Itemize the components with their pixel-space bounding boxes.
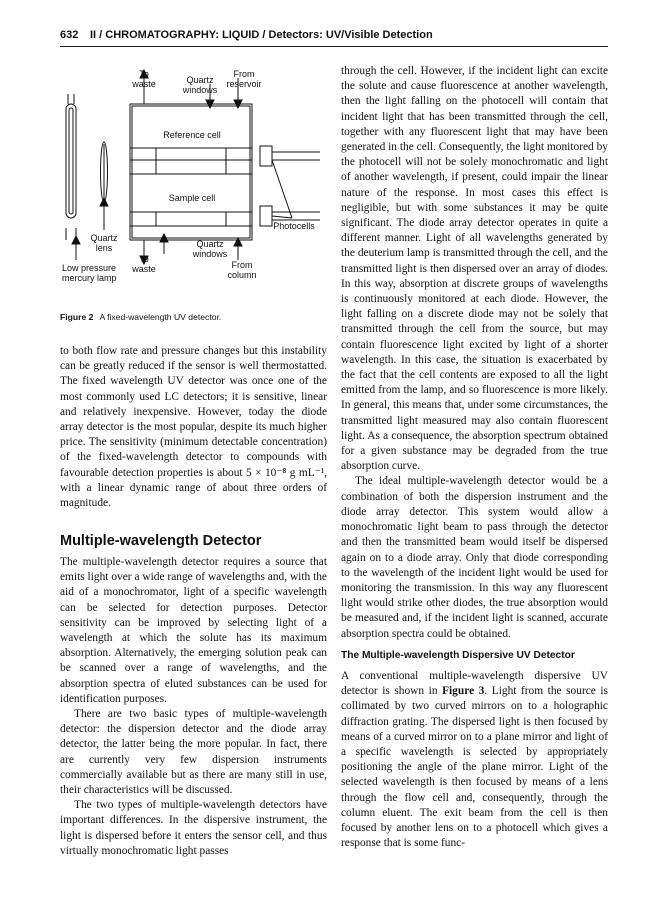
left-column-top (60, 344, 327, 511)
section-heading: Multiple-wavelength Detector (60, 533, 262, 549)
left-paragraph-4: The two types of multiple-wavelength detectors have important differences. In the dispersive instrument, the light is dispersed before it enters the sensor cell, and thus virtually monochromatic light passes (60, 799, 327, 857)
from-res-line1: From (233, 69, 255, 79)
page-header (60, 29, 620, 47)
from-col-line2: column (227, 270, 257, 280)
right-column-bottom (341, 669, 608, 851)
label-to-waste-top (131, 69, 156, 89)
left-column-bottom (60, 555, 327, 859)
figure-caption (60, 312, 330, 322)
from-res-line2: reservoir (226, 79, 262, 89)
right-p3-suffix: . Light from the source is collimated by two curved mirrors on to a holographic diffraction grating. The dispersed light is then focused by means of a curved mirror on to a plane mirror and light of a specific wavelength is selected by appropriately positioning the angle of the plane mirror. Light of the selected wavelength is then focused by means of a lens through the flow cell and, consequently, through the column eluent. The exit beam from the cell is then focused by another lens on to a photocell which gives a response that is some func- (341, 685, 608, 850)
to-waste-bot-line2: waste (132, 264, 156, 274)
label-reference-cell: Reference cell (163, 130, 221, 140)
label-quartz-lens (90, 233, 118, 253)
label-quartz-windows-top (182, 75, 218, 95)
qw-top-line2: windows (182, 85, 218, 95)
label-photocells: Photocells (273, 221, 315, 231)
right-p3-prefix: A conventional multiple-wavelength dispersive UV detector is shown in (341, 670, 608, 698)
right-paragraph-3 (341, 669, 608, 851)
label-quartz-windows-bottom (192, 239, 228, 259)
qw-bot-line2: windows (192, 249, 228, 259)
figure-caption-label: Figure 2 (60, 312, 94, 322)
right-paragraph-1: through the cell. However, if the incident light can excite the solute and cause fluorescence at another wavelength, then the light falling on the photocell will contain that incident light that has been transmitted through the cell, together with any fluorescent light that may have been generated in the cell. Consequently, the light monitored by the photocell will not be solely monochromatic and light of another wavelength, if present, could impair the linear nature of the response. In most cases this effect is negligible, but with some substances it may be quite significant. The diode array detector operates in quite a different manner. Light of all wavelengths generated by the deuterium lamp is transmitted through the cell, and the transmitted light is then dispersed over an array of diodes. In this way, absorption at discrete groups of wavelengths is continuously monitored at each diode. However, the light falling on a discrete diode may not be solely that transmitted through the cell from the source, but may contain fluorescence light excited by light of a shorter wavelength. In this case, the situation is exacerbated by the fact that the cell contents are exposed to all the light emitted from the lamp, and so fluorescence is more likely. In general, this means that, under some circumstances, the transmitted light measured may also contain fluorescent light. As a consequence, the absorption spectrum obtained for a given substance may be degraded from the true absorption curve. (341, 65, 608, 473)
label-sample-cell: Sample cell (168, 193, 216, 203)
left-paragraph-2: The multiple-wavelength detector requires a source that emits light over a wide range of wavelengths and, with the aid of a monochromator, light of a specific wavelength can be selected for detection purposes. Detector sensitivity can be improved by selecting light of a wavelength at which the solute has its maximum absorption. Alternatively, the emerging solution peak can be scanned over a range of wavelengths, and the absorption spectra of eluted substances can be used for identification purposes. (60, 556, 327, 705)
page-number: 632 (60, 29, 79, 41)
lamp-line1: Low pressure (62, 263, 117, 273)
label-to-waste-bottom (131, 254, 156, 274)
label-low-pressure-lamp (62, 263, 117, 283)
to-waste-top-line1: To (139, 69, 149, 79)
lamp-line2: mercury lamp (62, 273, 117, 283)
photocells-drawing (260, 146, 320, 226)
left-paragraph-1: to both flow rate and pressure changes but this instability can be greatly reduced if the sensor is well thermostatted. The fixed wavelength UV detector was once one of the most commonly used LC detectors; it is sensitive, linear and relatively inexpensive. However, today the diode array detector is the most popular, despite its much higher price. The sensitivity (minimum detectable concentration) of the fixed-wavelength detector to compounds with favourable detection properties is about 5 × 10⁻⁸ g mL⁻¹, with a linear dynamic range of about three orders of magnitude. (60, 345, 327, 510)
right-paragraph-2: The ideal multiple-wavelength detector would be a combination of both the dispersion instrument and the diode array detector. This system would allow a monochromatic light beam to pass through the detector and then the transmitted beam would itself be dispersed again on to a diode array. Only that diode corresponding to the wavelength of the incident light would be used for monitoring the transmission. In this way any fluorescent light would strike other diodes, the true absorption would be measured and, if the incident light is scanned, accurate absorption spectra could be obtained. (341, 475, 608, 640)
label-from-column (227, 260, 256, 280)
lens-line2: lens (95, 243, 113, 253)
qw-top-line1: Quartz (186, 75, 214, 85)
lens-line1: Quartz (90, 233, 118, 243)
to-waste-bot-line1: To (139, 254, 149, 264)
quartz-lens-drawing (101, 142, 108, 202)
running-head: II / CHROMATOGRAPHY: LIQUID / Detectors: UV/Visible Detection (90, 29, 433, 41)
figure-caption-text: A fixed-wavelength UV detector. (99, 312, 222, 322)
qw-bot-line1: Quartz (196, 239, 224, 249)
figure-2-diagram (60, 64, 327, 314)
left-paragraph-3: There are two basic types of multiple-wavelength detector: the dispersion detector and the diode array detector, the latter being the more popular. In fact, there are currently very few dispersion instruments commercially available but as there are many still in use, their characteristics will be discussed. (60, 708, 327, 797)
to-waste-top-line2: waste (132, 79, 156, 89)
figure-3-reference: Figure 3 (442, 685, 485, 698)
label-from-reservoir (226, 69, 261, 89)
subsection-heading: The Multiple-wavelength Dispersive UV Detector (341, 650, 575, 661)
header-rule (60, 46, 608, 47)
right-column-top (341, 64, 608, 642)
lamp-drawing (66, 94, 76, 240)
cell-block-drawing (130, 104, 252, 240)
from-col-line1: From (231, 260, 253, 270)
